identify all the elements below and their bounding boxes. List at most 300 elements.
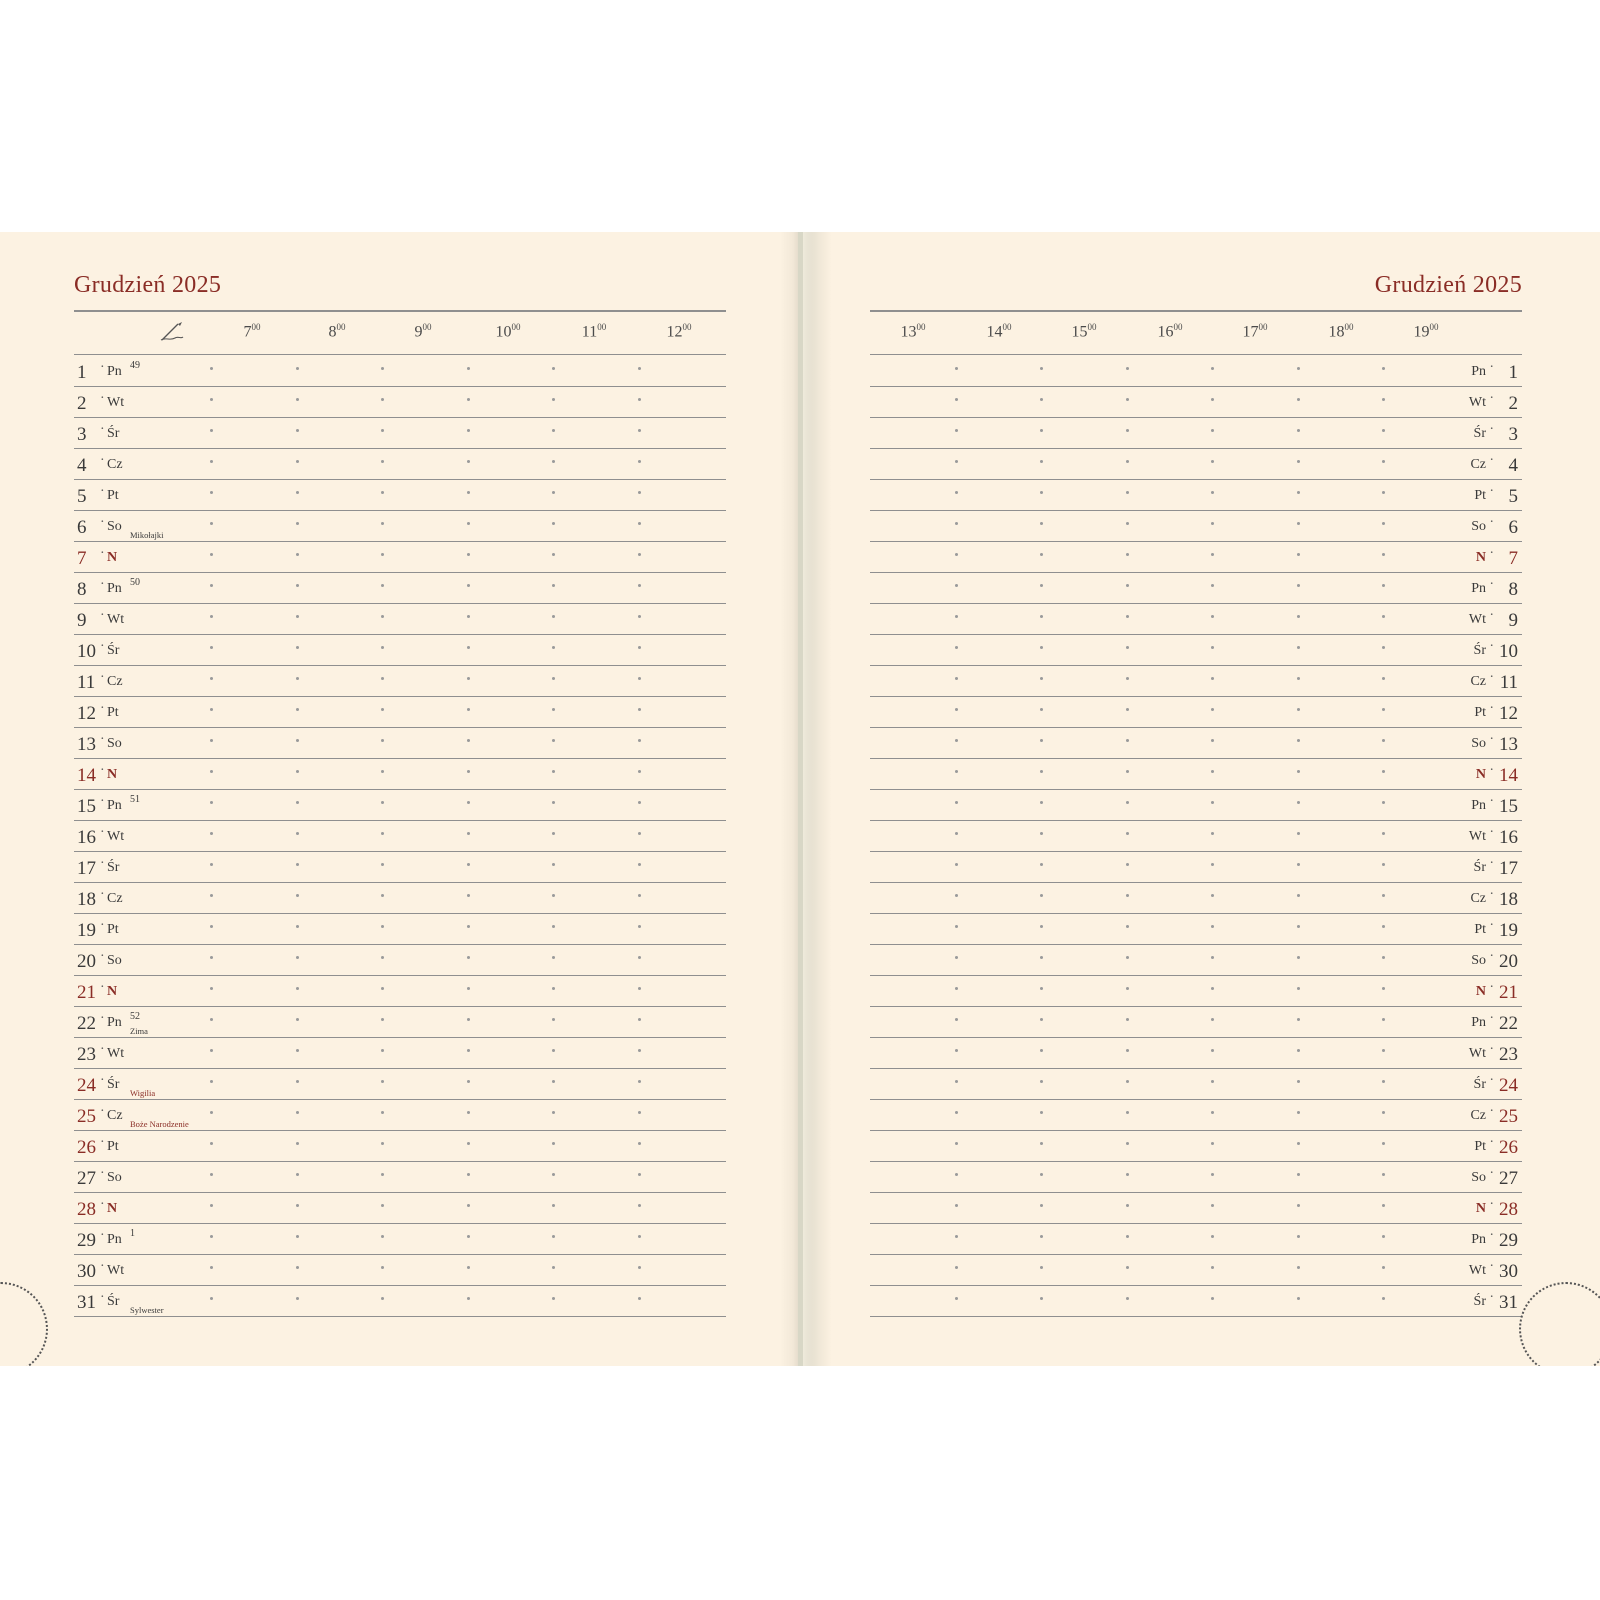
day-number: 13 [1499,734,1518,755]
grid-dot [467,863,470,866]
day-row [74,1255,726,1286]
grid-dot [467,739,470,742]
weekday-label: Wt [1468,612,1486,627]
grid-dot [381,1049,384,1052]
grid-dot [955,739,958,742]
hour-label: $7^{00}$ [243,322,261,341]
grid-dot [1211,367,1214,370]
grid-dot [552,770,555,773]
day-row [870,1224,1522,1255]
day-number: 9 [77,610,87,631]
grid-dot [1211,987,1214,990]
grid-dot [638,894,641,897]
grid-dot [296,987,299,990]
separator-dot: · [1489,1166,1494,1181]
grid-dot [955,1049,958,1052]
grid-dot [296,1235,299,1238]
grid-dot [467,894,470,897]
day-number: 24 [1499,1075,1518,1096]
grid-dot [955,801,958,804]
day-row [74,790,726,821]
weekday-label: Wt [107,1046,125,1061]
grid-dot [955,429,958,432]
grid-dot [1126,460,1129,463]
grid-dot [1040,367,1043,370]
weekday-label: Pn [107,364,122,379]
weekday-label: Pt [107,922,119,937]
grid-dot [210,801,213,804]
day-row [74,728,726,759]
day-number: 11 [1499,672,1518,693]
weekday-label: Śr [107,426,120,441]
day-row [870,666,1522,697]
grid-dot [1126,832,1129,835]
grid-dot [1382,398,1385,401]
grid-dot [1297,1266,1300,1269]
grid-dot [638,1049,641,1052]
grid-dot [1126,739,1129,742]
grid-dot [1040,1111,1043,1114]
weekday-label: Wt [1468,829,1486,844]
weekday-label: Pt [107,1139,119,1154]
day-row [870,1286,1522,1317]
grid-dot [955,956,958,959]
grid-dot [1211,832,1214,835]
weekday-label: Pn [1471,1232,1486,1247]
grid-dot [1126,1111,1129,1114]
grid-dot [1297,1080,1300,1083]
weekday-label: N [1475,767,1486,782]
weekday-label: So [107,736,122,751]
grid-dot [1040,460,1043,463]
grid-dot [552,646,555,649]
weekday-label: So [107,953,122,968]
grid-dot [296,367,299,370]
grid-dot [381,1297,384,1300]
day-row [74,1100,726,1131]
grid-dot [638,801,641,804]
grid-dot [1297,894,1300,897]
grid-dot [1040,584,1043,587]
grid-dot [467,1173,470,1176]
grid-dot [552,1142,555,1145]
grid-dot [1211,1235,1214,1238]
grid-dot [210,987,213,990]
day-row [870,356,1522,387]
grid-dot [1382,956,1385,959]
hour-label: $13^{00}$ [900,322,926,341]
grid-dot [1040,1142,1043,1145]
grid-dot [638,1297,641,1300]
grid-dot [381,429,384,432]
day-row [870,821,1522,852]
grid-dot [638,553,641,556]
grid-dot [552,460,555,463]
separator-dot: · [100,1104,105,1119]
grid-dot [1297,1204,1300,1207]
grid-dot [1126,925,1129,928]
grid-dot [1297,1235,1300,1238]
grid-dot [955,1111,958,1114]
day-row [870,573,1522,604]
grid-dot [467,1049,470,1052]
day-number: 7 [1508,548,1518,569]
weekday-label: Śr [1473,643,1486,658]
day-row [74,511,726,542]
grid-dot [1040,1018,1043,1021]
hour-label: $9^{00}$ [414,322,432,341]
day-row [74,1286,726,1317]
day-number: 29 [77,1230,96,1251]
day-row [870,1100,1522,1131]
weekday-label: Pt [1474,705,1486,720]
grid-dot [1126,615,1129,618]
grid-dot [467,708,470,711]
grid-dot [210,708,213,711]
holiday-label: Wigilia [130,1088,156,1098]
title-rule [870,310,1522,312]
grid-dot [955,584,958,587]
row-rule [74,1316,726,1317]
hour-label: $19^{00}$ [1413,322,1439,341]
weekday-label: Śr [1473,426,1486,441]
grid-dot [1211,956,1214,959]
grid-dot [296,1111,299,1114]
grid-dot [955,708,958,711]
separator-dot: · [1489,453,1494,468]
grid-dot [1382,522,1385,525]
day-row [870,511,1522,542]
grid-dot [381,1142,384,1145]
separator-dot: · [1489,391,1494,406]
day-number: 5 [77,486,87,507]
separator-dot: · [1489,1104,1494,1119]
grid-dot [1382,646,1385,649]
grid-dot [955,1173,958,1176]
grid-dot [1126,553,1129,556]
grid-dot [1382,460,1385,463]
grid-dot [1040,987,1043,990]
grid-dot [1297,491,1300,494]
grid-dot [1211,677,1214,680]
grid-dot [467,1080,470,1083]
grid-dot [955,491,958,494]
grid-dot [467,1235,470,1238]
grid-dot [1126,491,1129,494]
day-row [870,480,1522,511]
grid-dot [210,429,213,432]
grid-dot [381,1235,384,1238]
day-row [74,821,726,852]
grid-dot [467,584,470,587]
day-row [74,1131,726,1162]
grid-dot [210,1204,213,1207]
grid-dot [552,708,555,711]
separator-dot: · [100,918,105,933]
hours-header-right [870,318,1522,348]
grid-dot [296,522,299,525]
weekday-label: Pn [107,1015,122,1030]
day-number: 22 [1499,1013,1518,1034]
day-row [74,1069,726,1100]
grid-dot [381,1204,384,1207]
grid-dot [467,398,470,401]
grid-dot [638,708,641,711]
grid-dot [955,522,958,525]
grid-dot [638,491,641,494]
holiday-label: Boże Narodzenie [130,1119,189,1129]
separator-dot: · [1489,918,1494,933]
grid-dot [210,925,213,928]
grid-dot [638,1142,641,1145]
grid-dot [955,677,958,680]
separator-dot: · [100,763,105,778]
grid-dot [381,646,384,649]
header-rule [870,354,1522,355]
grid-dot [381,863,384,866]
planner-spread [0,232,1600,1366]
separator-dot: · [100,1011,105,1026]
grid-dot [1211,491,1214,494]
grid-dot [552,491,555,494]
day-row [870,1007,1522,1038]
grid-dot [955,646,958,649]
grid-dot [210,367,213,370]
corner-decoration-right [1519,1282,1600,1366]
grid-dot [1040,832,1043,835]
grid-dot [1126,367,1129,370]
day-number: 14 [77,765,96,786]
grid-dot [381,832,384,835]
day-row [74,573,726,604]
grid-dot [552,863,555,866]
page-title-right: Grudzień 2025 [1374,272,1522,298]
day-number: 10 [1499,641,1518,662]
grid-dot [638,646,641,649]
grid-dot [638,1080,641,1083]
day-row [74,635,726,666]
day-row [870,542,1522,573]
day-row [870,759,1522,790]
grid-dot [955,1266,958,1269]
day-number: 16 [77,827,96,848]
grid-dot [210,770,213,773]
grid-dot [1297,460,1300,463]
grid-dot [638,367,641,370]
grid-dot [1126,1235,1129,1238]
grid-dot [1211,1111,1214,1114]
day-number: 6 [1508,517,1518,538]
grid-dot [1040,863,1043,866]
grid-dot [1040,1266,1043,1269]
separator-dot: · [100,453,105,468]
grid-dot [467,1111,470,1114]
grid-dot [1211,1142,1214,1145]
grid-dot [552,677,555,680]
weekday-label: Wt [107,1263,125,1278]
grid-dot [638,398,641,401]
grid-dot [1211,1080,1214,1083]
grid-dot [552,1266,555,1269]
weekday-label: Pt [107,488,119,503]
grid-dot [296,1018,299,1021]
day-row [870,945,1522,976]
day-number: 14 [1499,765,1518,786]
grid-dot [296,615,299,618]
day-number: 15 [77,796,96,817]
grid-dot [638,739,641,742]
grid-dot [296,398,299,401]
grid-dot [1211,646,1214,649]
grid-dot [296,460,299,463]
grid-dot [1297,398,1300,401]
grid-dot [381,770,384,773]
day-row [74,759,726,790]
weekday-label: Pn [1471,798,1486,813]
grid-dot [210,1080,213,1083]
day-number: 20 [77,951,96,972]
weekday-label: Cz [1470,1108,1486,1123]
grid-dot [467,1018,470,1021]
grid-dot [1297,708,1300,711]
weekday-label: N [1475,984,1486,999]
weekday-label: N [107,984,118,999]
grid-dot [210,1018,213,1021]
day-row [870,604,1522,635]
day-number: 26 [77,1137,96,1158]
separator-dot: · [1489,639,1494,654]
grid-dot [1040,956,1043,959]
weekday-label: Wt [107,395,125,410]
grid-dot [381,801,384,804]
hour-label: $14^{00}$ [986,322,1012,341]
separator-dot: · [1489,484,1494,499]
grid-dot [1382,429,1385,432]
grid-dot [1126,646,1129,649]
grid-dot [1297,522,1300,525]
grid-dot [1040,491,1043,494]
grid-dot [467,367,470,370]
grid-dot [1040,1235,1043,1238]
weekday-label: Pn [1471,364,1486,379]
header-rule [74,354,726,355]
grid-dot [1382,1266,1385,1269]
grid-dot [296,677,299,680]
day-number: 19 [77,920,96,941]
weekday-label: Śr [107,1294,120,1309]
grid-dot [210,646,213,649]
separator-dot: · [100,1228,105,1243]
weekday-label: Cz [1470,674,1486,689]
grid-dot [1382,1018,1385,1021]
grid-dot [1297,1049,1300,1052]
grid-dot [467,553,470,556]
grid-dot [955,770,958,773]
weekday-label: Pn [1471,581,1486,596]
grid-dot [296,1266,299,1269]
grid-dot [1040,615,1043,618]
separator-dot: · [100,422,105,437]
grid-dot [552,1111,555,1114]
grid-dot [1040,522,1043,525]
grid-dot [955,553,958,556]
grid-dot [638,987,641,990]
grid-dot [1382,1080,1385,1083]
day-number: 31 [1499,1292,1518,1313]
weekday-label: Pn [107,798,122,813]
grid-dot [296,1204,299,1207]
day-row [870,852,1522,883]
separator-dot: · [100,639,105,654]
separator-dot: · [1489,608,1494,623]
grid-dot [552,1235,555,1238]
day-number: 30 [77,1261,96,1282]
day-row [74,418,726,449]
grid-dot [381,925,384,928]
day-row [870,1255,1522,1286]
grid-dot [1297,739,1300,742]
separator-dot: · [1489,1259,1494,1274]
grid-dot [1211,522,1214,525]
grid-dot [1297,584,1300,587]
separator-dot: · [1489,732,1494,747]
grid-dot [638,429,641,432]
day-number: 3 [1508,424,1518,445]
hour-label: $15^{00}$ [1071,322,1097,341]
day-number: 4 [77,455,87,476]
day-number: 12 [77,703,96,724]
grid-dot [1126,398,1129,401]
separator-dot: · [1489,1042,1494,1057]
grid-dot [552,894,555,897]
weekday-label: N [1475,550,1486,565]
grid-dot [1382,770,1385,773]
grid-dot [1297,801,1300,804]
separator-dot: · [100,484,105,499]
day-row [74,945,726,976]
grid-dot [1126,1080,1129,1083]
separator-dot: · [1489,515,1494,530]
day-row [74,387,726,418]
weekday-label: Cz [107,674,123,689]
grid-dot [210,615,213,618]
grid-dot [210,1235,213,1238]
grid-dot [1382,1142,1385,1145]
grid-dot [955,863,958,866]
separator-dot: · [100,701,105,716]
day-number: 13 [77,734,96,755]
separator-dot: · [100,825,105,840]
grid-dot [1297,1297,1300,1300]
grid-dot [381,956,384,959]
weekday-label: Cz [1470,891,1486,906]
separator-dot: · [100,391,105,406]
grid-dot [381,584,384,587]
grid-dot [1297,1173,1300,1176]
day-row [74,1193,726,1224]
grid-dot [1211,739,1214,742]
grid-dot [552,615,555,618]
grid-dot [955,1018,958,1021]
separator-dot: · [100,1073,105,1088]
hour-label: $17^{00}$ [1242,322,1268,341]
grid-dot [1211,863,1214,866]
day-number: 26 [1499,1137,1518,1158]
weekday-label: N [107,1201,118,1216]
day-row [74,1038,726,1069]
hour-label: $12^{00}$ [666,322,692,341]
grid-dot [1126,801,1129,804]
